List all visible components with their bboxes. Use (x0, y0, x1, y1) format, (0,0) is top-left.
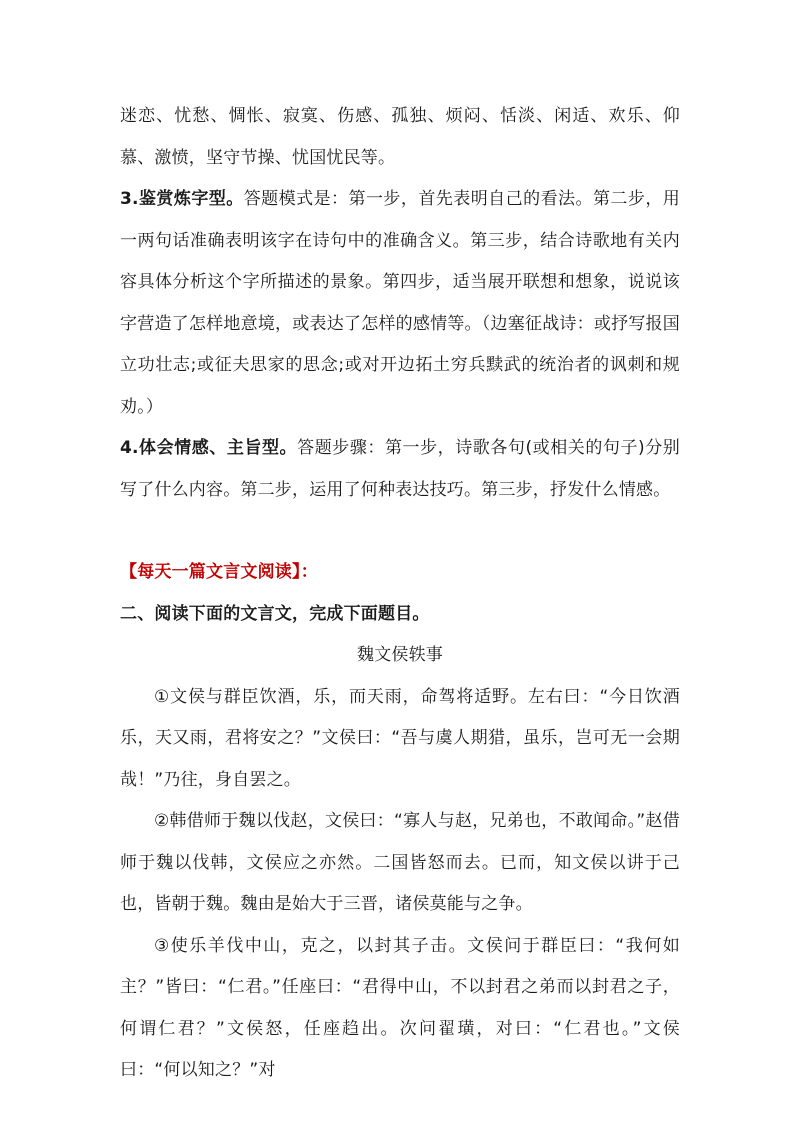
blank-line (120, 511, 680, 552)
passage-paragraph-1: ①文侯与群臣饮酒，乐，而天雨，命驾将适野。左右曰：“今日饮酒乐，天又雨，君将安之？”文侯曰：“吾与虞人期猎，虽乐，岂可无一会期哉！”乃往，身自罢之。 (120, 686, 680, 790)
method-3-paragraph (120, 179, 680, 428)
document-body (120, 96, 680, 1092)
method-3-heading: 3.鉴赏炼字型。 (120, 189, 244, 209)
method-4-heading: 4.体会情感、主旨型。 (120, 438, 298, 458)
emotion-list-paragraph: 迷恋、忧愁、惆怅、寂寞、伤感、孤独、烦闷、恬淡、闲适、欢乐、仰慕、激愤，坚守节操、忧国忧民等。 (120, 106, 680, 168)
method-4-body: 答题步骤：第一步，诗歌各句(或相关的句子)分别写了什么内容。第二步，运用了何种表达技巧。第三步，抒发什么情感。 (120, 438, 680, 500)
passage-paragraph-2: ②韩借师于魏以伐赵，文侯曰：“寡人与赵，兄弟也，不敢闻命。”赵借师于魏以伐韩，文侯应之亦然。二国皆怒而去。已而，知文侯以讲于己也，皆朝于魏。魏由是始大于三晋，诸侯莫能与之争。 (120, 811, 680, 914)
daily-reading-section-heading: 【每天一篇文言文阅读】： (120, 562, 318, 582)
method-4-paragraph (120, 428, 680, 511)
passage-paragraph-3: ③使乐羊伐中山，克之，以封其子击。文侯问于群臣曰：“我何如主？”皆曰：“仁君。”任座曰：“君得中山，不以封君之弟而以封君之子，何谓仁君？”文侯怒，任座趋出。次问翟璜，对曰：“仁君也。”文侯曰：“何以知之？”对 (120, 935, 680, 1080)
question-heading: 二、阅读下面的文言文，完成下面题目。 (120, 603, 430, 624)
method-3-body: 答题模式是：第一步，首先表明自己的看法。第二步，用一两句话准确表明该字在诗句中的准确含义。第三步，结合诗歌地有关内容具体分析这个字所描述的景象。第四步，适当展开联想和想象，说说该字营造了怎样地意境，或表达了怎样的感情等。（边塞征战诗：或抒写报国立功壮志;或征夫思家的思念;或对开边拓土穷兵黩武的统治者的讽刺和规劝。） (120, 189, 680, 417)
passage-title: 魏文侯轶事 (357, 645, 443, 665)
